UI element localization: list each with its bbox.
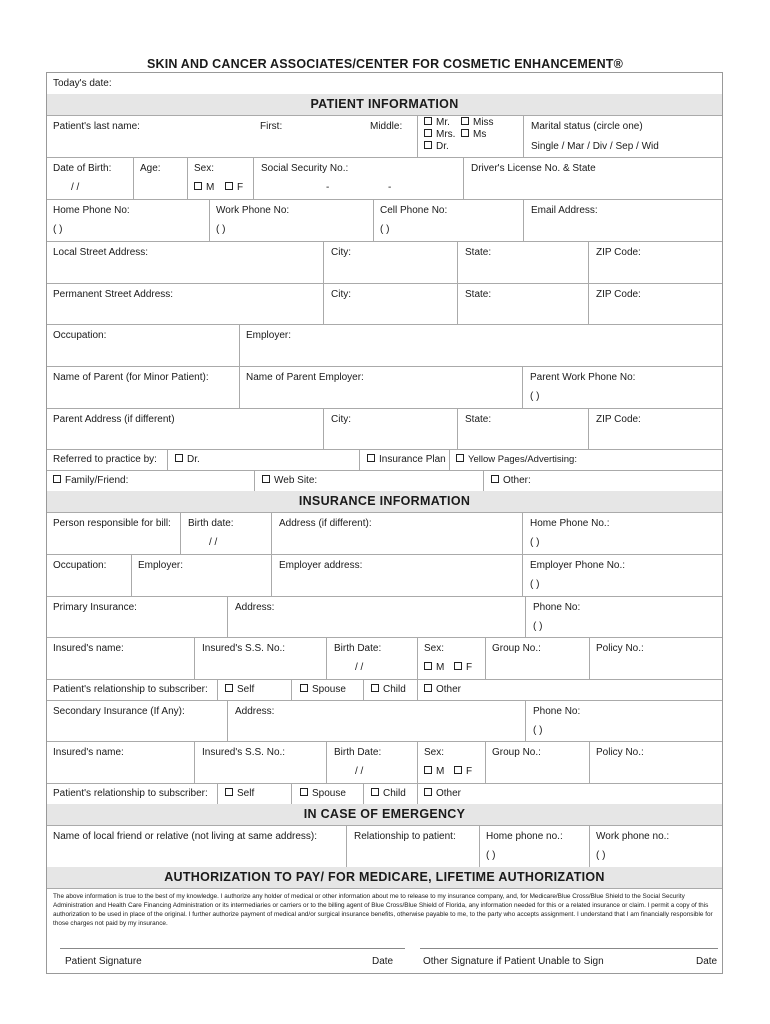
referral-web-cell[interactable] (254, 470, 318, 491)
ins-occupation-field[interactable]: Occupation: (53, 560, 107, 571)
rel-child-option: Child (371, 684, 406, 695)
insured-sex-male-option[interactable]: M (424, 662, 444, 673)
emergency-relationship-cell[interactable] (346, 825, 456, 867)
relationship-row-primary (47, 679, 722, 701)
drivers-license-label: Driver's License No. & State (471, 163, 596, 174)
zip-cell[interactable] (588, 283, 641, 324)
parent-employer-label: Name of Parent Employer: (246, 372, 364, 383)
employer-address-label: Employer address: (279, 560, 363, 571)
first-name-field[interactable]: First: (260, 121, 283, 132)
insured-name-field[interactable]: Insured's name: (53, 747, 124, 758)
parent-name-field[interactable]: Name of Parent (for Minor Patient): (53, 372, 209, 383)
primary-phone-field[interactable]: ( ) (533, 621, 543, 632)
parent-work-phone-cell (522, 366, 636, 408)
title-miss-option[interactable]: Miss (461, 117, 494, 128)
ssn-cell[interactable] (253, 157, 392, 199)
birth-date-label: Birth date: (188, 518, 234, 529)
state-label: State: (465, 247, 492, 258)
rel-other-option: Other (424, 684, 461, 695)
emergency-row (47, 825, 722, 868)
city-label: City: (331, 289, 351, 300)
group-cell[interactable] (485, 741, 541, 783)
middle-name-field[interactable]: Middle: (370, 121, 403, 132)
insured-sex-label: Sex: (424, 747, 445, 758)
rel-child-option: Child (371, 788, 406, 799)
cell-phone-field[interactable]: ( ) (380, 224, 390, 235)
employer-phone-cell (522, 554, 626, 596)
primary-insurance-field[interactable]: Primary Insurance: (53, 602, 137, 613)
patient-signature-line[interactable] (60, 948, 405, 949)
referral-other-cell[interactable] (483, 470, 531, 491)
rel-spouse-cell[interactable] (291, 679, 346, 700)
cell-phone-cell (373, 199, 448, 241)
state-cell[interactable] (457, 408, 492, 449)
authorization-section-header: AUTHORIZATION TO PAY/ FOR MEDICARE, LIFETIME AUTHORIZATION (47, 867, 722, 889)
rel-spouse-cell[interactable] (291, 783, 346, 804)
email-label: Email Address: (531, 205, 598, 216)
state-label: State: (465, 289, 492, 300)
insured-ssn-cell[interactable] (194, 637, 286, 679)
city-label: City: (331, 247, 351, 258)
insured-sex-male-option[interactable]: M (424, 766, 444, 777)
city-cell[interactable] (323, 241, 351, 283)
parent-employer-cell[interactable] (239, 366, 364, 408)
relationship-label: Patient's relationship to subscriber: (53, 684, 208, 695)
rel-other-option: Other (424, 788, 461, 799)
occupation-field[interactable]: Occupation: (53, 330, 107, 341)
name-row (47, 115, 722, 158)
referral-dr-cell[interactable] (167, 449, 200, 470)
emergency-section-header: IN CASE OF EMERGENCY (47, 804, 722, 826)
sex-cell (187, 157, 244, 199)
referral-insurance-cell[interactable] (359, 449, 446, 470)
referred-label: Referred to practice by: (53, 454, 157, 465)
phones-row (47, 199, 722, 242)
occupation-row (47, 324, 722, 367)
work-phone-field[interactable]: ( ) (216, 224, 226, 235)
insured-sex-cell (417, 637, 473, 679)
other-signature-date-label: Date (696, 956, 718, 967)
birth-date-field[interactable]: / / (209, 537, 218, 548)
employer-label: Employer: (246, 330, 292, 341)
title-options (417, 115, 494, 157)
age-cell[interactable] (133, 157, 161, 199)
zip-cell[interactable] (588, 408, 641, 449)
primary-phone-cell (525, 596, 581, 637)
home-phone-cell (522, 512, 610, 554)
address-diff-label: Address (if different): (279, 518, 372, 529)
sex-female-option[interactable]: F (225, 182, 243, 193)
home-phone-field[interactable]: ( ) (53, 224, 63, 235)
age-label: Age: (140, 163, 161, 174)
rel-spouse-option: Spouse (300, 684, 346, 695)
policy-label: Policy No.: (596, 747, 644, 758)
referral-row-2 (47, 470, 722, 492)
title-dr-option[interactable]: Dr. (424, 141, 449, 152)
title-mrs-option[interactable]: Mrs. (424, 129, 455, 140)
emergency-name-field[interactable]: Name of local friend or relative (not living at same address): (53, 831, 318, 842)
responsible-field[interactable]: Person responsible for bill: (53, 518, 171, 529)
referral-family-option[interactable]: Family/Friend: (53, 475, 128, 486)
rel-other-cell[interactable] (417, 783, 462, 804)
zip-label: ZIP Code: (596, 247, 641, 258)
ins-occupation-row (47, 554, 722, 597)
employer-phone-field[interactable]: ( ) (530, 579, 540, 590)
title-mr-option[interactable]: Mr. (424, 117, 450, 128)
rel-child-cell[interactable] (363, 679, 406, 700)
ssn-dash: - (388, 182, 392, 193)
city-cell[interactable] (323, 408, 351, 449)
city-cell[interactable] (323, 283, 351, 324)
state-label: State: (465, 414, 492, 425)
insured-birth-field[interactable]: / / (355, 662, 364, 673)
marital-status-options[interactable]: Single / Mar / Div / Sep / Wid (531, 141, 659, 152)
zip-label: ZIP Code: (596, 289, 641, 300)
authorization-text: The above information is true to the best of my knowledge. I authorize any holder of medical or other information about me to release to my insurance company, and, for Medicare/Blue Cross/Blue Shield to the Social Security Administration and Health Care Financing Administration or its intermediaries or carriers or to the billing agent of Blue Cross/Blue Shield of Florida, any information needed for this or a related insurance or claim. I permit a copy of this authorization to be used in place of the original. I further authorize payment of medical and/or surgical insurance benefits, otherwise payable to me, to the party who accepts assignment. I understand that I am financially responsible for those charges not paid by my insurance. (53, 893, 713, 927)
referral-web-option: Web Site: (262, 475, 317, 486)
insured-row-secondary (47, 741, 722, 784)
drivers-license-cell[interactable] (463, 157, 596, 199)
referral-yellow-pages-option: Yellow Pages/Advertising: (456, 454, 577, 465)
parent-row (47, 366, 722, 409)
title-ms-option[interactable]: Ms (461, 129, 486, 140)
home-phone-field[interactable]: ( ) (530, 537, 540, 548)
insured-sex-female-option[interactable]: F (454, 766, 472, 777)
group-label: Group No.: (492, 747, 541, 758)
emergency-home-phone-field[interactable]: ( ) (486, 850, 496, 861)
zip-label: ZIP Code: (596, 414, 641, 425)
last-name-field[interactable]: Patient's last name: (53, 121, 140, 132)
emergency-home-phone-label: Home phone no.: (486, 831, 563, 842)
other-signature-label: Other Signature if Patient Unable to Sign (423, 956, 604, 967)
dob-field[interactable]: / / (71, 182, 80, 193)
city-label: City: (331, 414, 351, 425)
rel-other-cell[interactable] (417, 679, 462, 700)
emergency-relationship-label: Relationship to patient: (354, 831, 456, 842)
todays-date-label: Today's date: (53, 78, 112, 89)
cell-phone-label: Cell Phone No: (380, 205, 448, 216)
patient-signature-date-label: Date (372, 956, 394, 967)
insurance-section-header: INSURANCE INFORMATION (47, 491, 722, 513)
email-cell[interactable] (523, 199, 598, 241)
emergency-work-phone-label: Work phone no.: (596, 831, 670, 842)
work-phone-label: Work Phone No: (216, 205, 290, 216)
insured-name-field[interactable]: Insured's name: (53, 643, 124, 654)
insured-sex-label: Sex: (424, 643, 445, 654)
relationship-label: Patient's relationship to subscriber: (53, 788, 208, 799)
employer-phone-label: Employer Phone No.: (530, 560, 626, 571)
insured-ssn-label: Insured's S.S. No.: (202, 747, 286, 758)
todays-date-row[interactable] (47, 73, 722, 95)
birth-date-cell (180, 512, 234, 554)
secondary-phone-label: Phone No: (533, 706, 581, 717)
insured-sex-female-option[interactable]: F (454, 662, 472, 673)
referral-dr-option: Dr. (175, 454, 200, 465)
insured-row-primary (47, 637, 722, 680)
patient-section-header: PATIENT INFORMATION (47, 94, 722, 116)
secondary-address-cell[interactable] (227, 700, 275, 741)
marital-status-label: Marital status (circle one) (531, 121, 643, 132)
parent-address-row (47, 408, 722, 450)
insured-birth-label: Birth Date: (334, 643, 382, 654)
rel-child-cell[interactable] (363, 783, 406, 804)
referral-yellow-cell[interactable] (449, 449, 577, 470)
group-cell[interactable] (485, 637, 541, 679)
form-title: SKIN AND CANCER ASSOCIATES/CENTER FOR COSMETIC ENHANCEMENT® (146, 57, 624, 71)
responsible-row (47, 512, 722, 555)
dob-label: Date of Birth: (53, 163, 112, 174)
secondary-address-label: Address: (235, 706, 275, 717)
parent-work-phone-field[interactable]: ( ) (530, 391, 540, 402)
secondary-phone-cell (525, 700, 581, 741)
insured-sex-cell (417, 741, 473, 783)
primary-address-cell[interactable] (227, 596, 275, 637)
home-phone-label: Home Phone No.: (530, 518, 610, 529)
referral-insurance-option: Insurance Plan (367, 454, 446, 465)
policy-label: Policy No.: (596, 643, 644, 654)
home-phone-label: Home Phone No: (53, 205, 130, 216)
local-address-row (47, 241, 722, 284)
referral-other-option: Other: (491, 475, 531, 486)
address-diff-cell[interactable] (271, 512, 372, 554)
other-signature-line[interactable] (420, 948, 718, 949)
parent-work-phone-label: Parent Work Phone No: (530, 372, 636, 383)
insured-ssn-label: Insured's S.S. No.: (202, 643, 286, 654)
registration-form (46, 72, 723, 974)
primary-phone-label: Phone No: (533, 602, 581, 613)
zip-cell[interactable] (588, 241, 641, 283)
insured-ssn-cell[interactable] (194, 741, 286, 783)
sex-label: Sex: (194, 163, 215, 174)
ins-employer-cell[interactable] (131, 554, 184, 596)
work-phone-cell (209, 199, 290, 241)
state-cell[interactable] (457, 283, 492, 324)
group-label: Group No.: (492, 643, 541, 654)
primary-insurance-row (47, 596, 722, 638)
state-cell[interactable] (457, 241, 492, 283)
parent-address-field[interactable]: Parent Address (if different) (53, 414, 175, 425)
emergency-work-phone-field[interactable]: ( ) (596, 850, 606, 861)
rel-self-cell[interactable] (217, 783, 255, 804)
relationship-row-secondary (47, 783, 722, 805)
referral-row (47, 449, 722, 471)
employer-cell[interactable] (239, 324, 292, 366)
insured-birth-cell (326, 637, 382, 679)
rel-self-cell[interactable] (217, 679, 255, 700)
secondary-insurance-field[interactable]: Secondary Insurance (If Any): (53, 706, 185, 717)
secondary-insurance-row (47, 700, 722, 742)
dob-row (47, 157, 722, 200)
insured-birth-label: Birth Date: (334, 747, 382, 758)
emergency-work-phone-cell (589, 825, 670, 867)
sex-male-option[interactable]: M (194, 182, 214, 193)
patient-signature-label: Patient Signature (65, 956, 142, 967)
insured-birth-field[interactable]: / / (355, 766, 364, 777)
marital-status-cell (523, 115, 659, 157)
rel-self-option: Self (225, 684, 254, 695)
ssn-dash: - (326, 182, 330, 193)
local-address-field[interactable]: Local Street Address: (53, 247, 149, 258)
rel-self-option: Self (225, 788, 254, 799)
emergency-home-phone-cell (479, 825, 563, 867)
permanent-address-field[interactable]: Permanent Street Address: (53, 289, 174, 300)
rel-spouse-option: Spouse (300, 788, 346, 799)
ssn-label: Social Security No.: (261, 163, 349, 174)
policy-cell[interactable] (589, 637, 644, 679)
permanent-address-row (47, 283, 722, 325)
primary-address-label: Address: (235, 602, 275, 613)
ins-employer-label: Employer: (138, 560, 184, 571)
policy-cell[interactable] (589, 741, 644, 783)
insured-birth-cell (326, 741, 382, 783)
employer-address-cell[interactable] (271, 554, 363, 596)
secondary-phone-field[interactable]: ( ) (533, 725, 543, 736)
